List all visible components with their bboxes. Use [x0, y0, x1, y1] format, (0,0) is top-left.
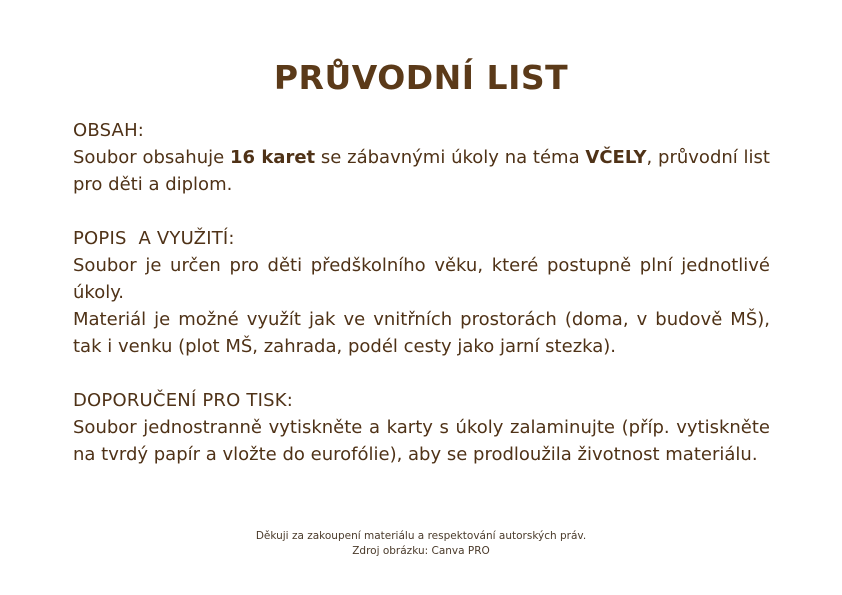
- footer: [0, 529, 842, 559]
- footer-image-source: Zdroj obrázku: Canva PRO: [352, 545, 490, 557]
- section-heading: POPIS A VYUŽITÍ:: [73, 228, 235, 249]
- section-print-recommendation: [73, 387, 770, 468]
- section-contents: [73, 117, 770, 198]
- section-paragraph: Materiál je možné využít jak ve vnitřních prostorách (doma, v budově MŠ), tak i venku (plot MŠ, zahrada, podél cesty jako jarní stezka).: [73, 309, 770, 357]
- section-heading: DOPORUČENÍ PRO TISK:: [73, 390, 294, 411]
- section-paragraph: Soubor jednostranně vytiskněte a karty s úkoly zalaminujte (příp. vytiskněte na tvrdý papír a vložte do eurofólie), aby se prodloužila životnost materiálu.: [73, 417, 770, 465]
- document-body: [73, 117, 770, 495]
- section-paragraph: Soubor je určen pro děti předškolního věku, které postupně plní jednotlivé úkoly.: [73, 255, 770, 303]
- page-title: PRŮVODNÍ LIST: [273, 58, 569, 97]
- footer-thanks: Děkuji za zakoupení materiálu a respektování autorských práv.: [255, 530, 587, 542]
- section-description: [73, 225, 770, 360]
- text-run: se zábavnými úkoly na téma: [315, 147, 586, 168]
- text-run: Soubor obsahuje: [73, 147, 230, 168]
- section-heading: OBSAH:: [73, 120, 145, 141]
- card-count: 16 karet: [229, 147, 316, 168]
- section-paragraph: [73, 144, 770, 198]
- topic-name: VČELY: [585, 147, 647, 168]
- text-run: , průvodní list pro děti a diplom.: [73, 147, 770, 195]
